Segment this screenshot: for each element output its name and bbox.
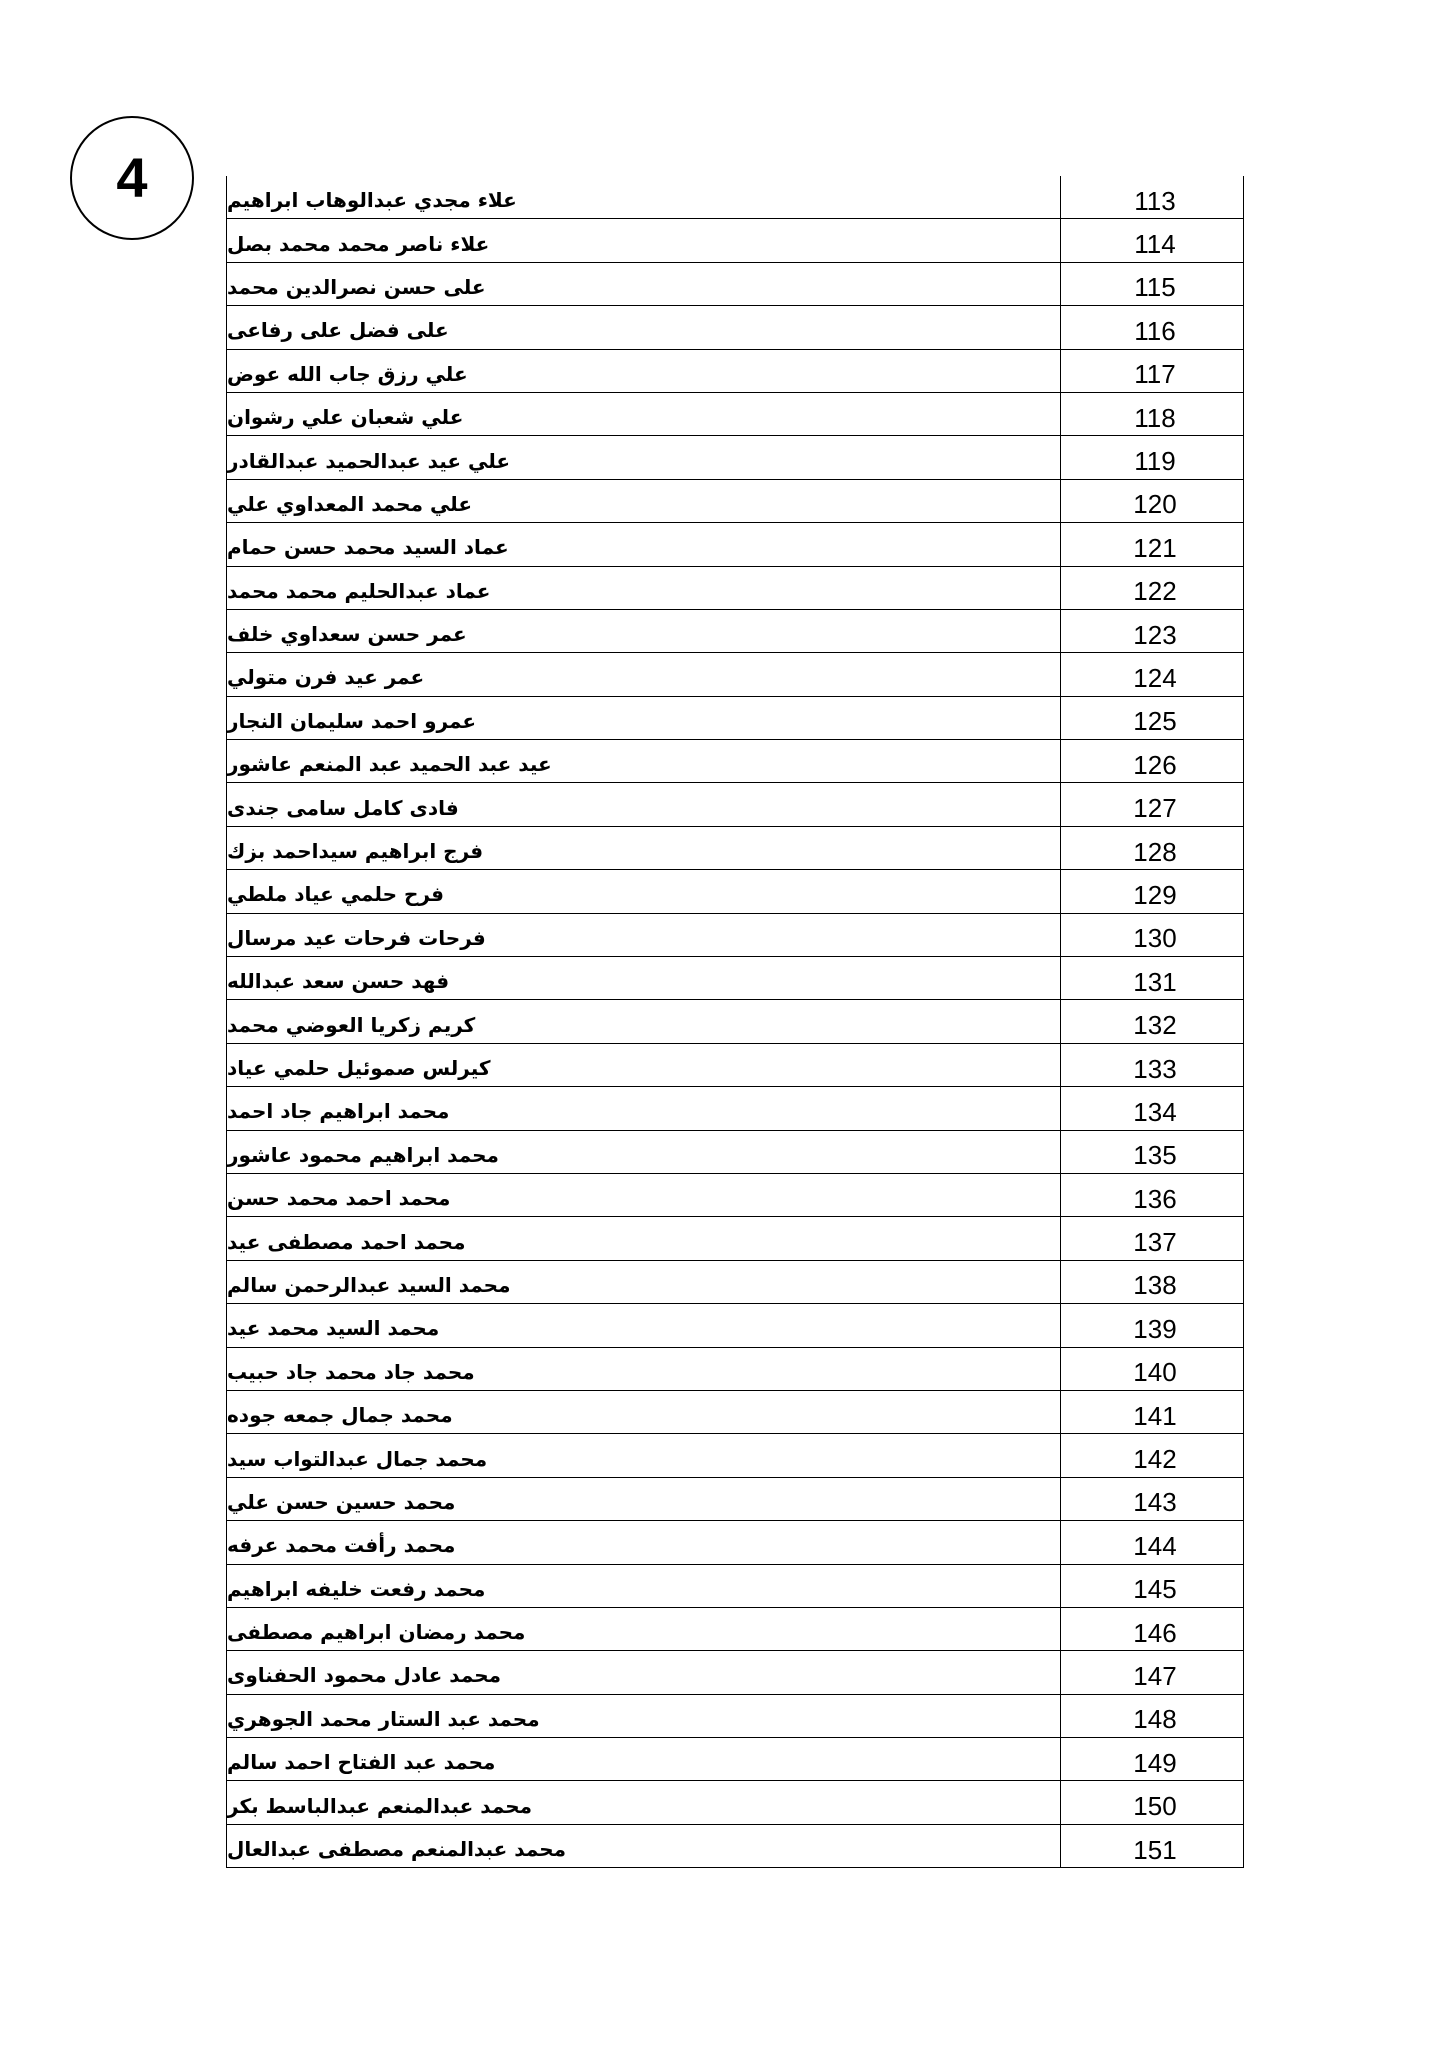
table-row [227, 523, 1243, 566]
table-row [227, 219, 1243, 262]
name-cell: فرحات فرحات عيد مرسال [227, 914, 1061, 956]
number-cell: 138 [1133, 1270, 1177, 1301]
table-row [227, 957, 1243, 1000]
table-row [227, 1087, 1243, 1130]
table-row [227, 1217, 1243, 1260]
number-cell: 113 [1134, 185, 1176, 216]
number-cell: 127 [1133, 793, 1177, 824]
table-row [227, 1174, 1243, 1217]
name-cell: علاء مجدي عبدالوهاب ابراهيم [227, 176, 1061, 218]
number-cell: 148 [1133, 1704, 1177, 1735]
table-row [227, 436, 1243, 479]
name-cell: فهد حسن سعد عبدالله [227, 957, 1061, 999]
name-cell: محمد عبدالمنعم عبدالباسط بكر [227, 1781, 1061, 1823]
number-cell: 117 [1134, 359, 1176, 390]
number-cell: 151 [1133, 1834, 1177, 1865]
table-row [227, 1825, 1243, 1868]
name-cell: عماد السيد محمد حسن حمام [227, 523, 1061, 565]
number-cell: 120 [1133, 489, 1177, 520]
name-cell: عيد عبد الحميد عبد المنعم عاشور [227, 740, 1061, 782]
name-cell: عمر حسن سعداوي خلف [227, 610, 1061, 652]
number-cell: 146 [1133, 1617, 1177, 1648]
page-number: 4 [116, 146, 148, 209]
name-cell: محمد جمال عبدالتواب سيد [227, 1434, 1061, 1476]
name-cell: عمرو احمد سليمان النجار [227, 697, 1061, 739]
number-cell: 132 [1133, 1010, 1177, 1041]
table-row [227, 783, 1243, 826]
number-cell: 115 [1134, 272, 1176, 303]
name-cell: محمد ابراهيم محمود عاشور [227, 1131, 1061, 1173]
table-row [227, 740, 1243, 783]
name-cell: فرج ابراهيم سيداحمد بزك [227, 827, 1061, 869]
name-cell: محمد رأفت محمد عرفه [227, 1521, 1061, 1563]
table-row [227, 653, 1243, 696]
number-cell: 116 [1134, 315, 1176, 346]
table-row [227, 914, 1243, 957]
number-cell: 150 [1133, 1791, 1177, 1822]
table-row [227, 263, 1243, 306]
name-cell: علي محمد المعداوي علي [227, 480, 1061, 522]
number-cell: 124 [1133, 662, 1177, 693]
number-cell: 121 [1133, 532, 1177, 563]
number-cell: 140 [1133, 1357, 1177, 1388]
table-row [227, 1565, 1243, 1608]
name-cell: محمد عبد الفتاح احمد سالم [227, 1738, 1061, 1780]
number-cell: 145 [1133, 1574, 1177, 1605]
number-cell: 119 [1134, 446, 1176, 477]
number-cell: 139 [1133, 1313, 1177, 1344]
name-cell: علاء ناصر محمد محمد بصل [227, 219, 1061, 261]
table-row [227, 610, 1243, 653]
table-row [227, 697, 1243, 740]
table-row [227, 827, 1243, 870]
number-cell: 122 [1133, 576, 1177, 607]
name-cell: محمد السيد محمد عيد [227, 1304, 1061, 1346]
name-cell: محمد جاد محمد جاد حبيب [227, 1348, 1061, 1390]
name-cell: محمد عبدالمنعم مصطفى عبدالعال [227, 1825, 1061, 1867]
number-cell: 128 [1133, 836, 1177, 867]
name-cell: فرح حلمي عياد ملطي [227, 870, 1061, 912]
table-row [227, 1391, 1243, 1434]
name-cell: على فضل على رفاعى [227, 306, 1061, 348]
name-cell: محمد السيد عبدالرحمن سالم [227, 1261, 1061, 1303]
number-cell: 114 [1134, 229, 1176, 260]
table-row [227, 870, 1243, 913]
table-row [227, 1304, 1243, 1347]
number-cell: 131 [1133, 966, 1177, 997]
name-cell: محمد جمال جمعه جوده [227, 1391, 1061, 1433]
number-cell: 136 [1133, 1183, 1177, 1214]
number-cell: 142 [1133, 1444, 1177, 1475]
table-row [227, 350, 1243, 393]
number-cell: 123 [1133, 619, 1177, 650]
name-cell: علي شعبان علي رشوان [227, 393, 1061, 435]
name-cell: علي رزق جاب الله عوض [227, 350, 1061, 392]
name-cell: محمد حسين حسن علي [227, 1478, 1061, 1520]
number-cell: 125 [1133, 706, 1177, 737]
number-cell: 133 [1133, 1053, 1177, 1084]
number-cell: 141 [1133, 1400, 1177, 1431]
name-cell: محمد عبد الستار محمد الجوهري [227, 1695, 1061, 1737]
table-row [227, 1478, 1243, 1521]
name-cell: كيرلس صموئيل حلمي عياد [227, 1044, 1061, 1086]
table-row [227, 1000, 1243, 1043]
table-row [227, 567, 1243, 610]
table-row [227, 306, 1243, 349]
name-cell: محمد ابراهيم جاد احمد [227, 1087, 1061, 1129]
names-table [226, 176, 1244, 1868]
table-row [227, 1651, 1243, 1694]
number-cell: 134 [1133, 1096, 1177, 1127]
table-row [227, 1044, 1243, 1087]
number-cell: 143 [1133, 1487, 1177, 1518]
name-cell: محمد رمضان ابراهيم مصطفى [227, 1608, 1061, 1650]
number-cell: 144 [1133, 1530, 1177, 1561]
name-cell: محمد عادل محمود الحفناوى [227, 1651, 1061, 1693]
table-row [227, 1738, 1243, 1781]
table-row [227, 393, 1243, 436]
number-cell: 126 [1133, 749, 1177, 780]
number-cell: 135 [1133, 1140, 1177, 1171]
number-cell: 137 [1133, 1227, 1177, 1258]
number-cell: 130 [1133, 923, 1177, 954]
number-cell: 129 [1133, 879, 1177, 910]
table-row [227, 1261, 1243, 1304]
number-cell: 118 [1134, 402, 1176, 433]
name-cell: محمد احمد مصطفى عيد [227, 1217, 1061, 1259]
table-row [227, 1608, 1243, 1651]
table-row [227, 1695, 1243, 1738]
table-row [227, 1521, 1243, 1564]
name-cell: فادى كامل سامى جندى [227, 783, 1061, 825]
number-cell: 147 [1133, 1660, 1177, 1691]
number-cell: 149 [1133, 1747, 1177, 1778]
name-cell: علي عيد عبدالحميد عبدالقادر [227, 436, 1061, 478]
name-cell: عماد عبدالحليم محمد محمد [227, 567, 1061, 609]
name-cell: على حسن نصرالدين محمد [227, 263, 1061, 305]
page-number-badge [70, 116, 194, 240]
table-row [227, 480, 1243, 523]
name-cell: محمد رفعت خليفه ابراهيم [227, 1565, 1061, 1607]
table-row [227, 176, 1243, 219]
name-cell: عمر عيد فرن متولي [227, 653, 1061, 695]
table-row [227, 1434, 1243, 1477]
table-row [227, 1348, 1243, 1391]
table-row [227, 1781, 1243, 1824]
table-row [227, 1131, 1243, 1174]
name-cell: كريم زكريا العوضي محمد [227, 1000, 1061, 1042]
name-cell: محمد احمد محمد حسن [227, 1174, 1061, 1216]
